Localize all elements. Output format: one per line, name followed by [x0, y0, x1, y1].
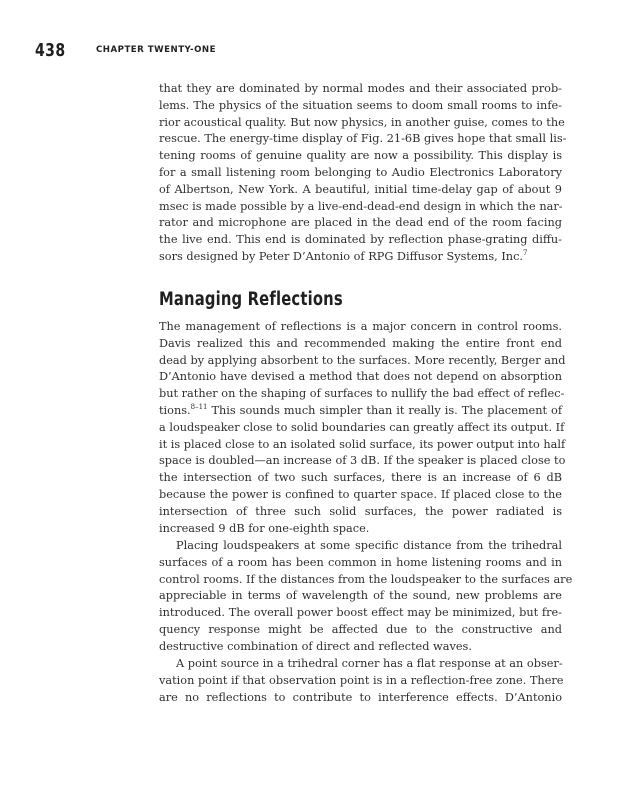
text-line: rator and microphone are placed in the dead end of the room facing — [159, 216, 562, 230]
text-line: rior acoustical quality. But now physics, in another guise, comes to the — [159, 115, 565, 129]
text-line: destructive combination of direct and reflected waves. — [159, 639, 472, 653]
text-line: tening rooms of genuine quality are now a possibility. This display is — [159, 149, 562, 163]
page-number: 438 — [35, 40, 66, 61]
text-line: but rather on the shaping of surfaces to nullify the bad effect of reflec- — [159, 387, 565, 401]
text-line: a loudspeaker close to solid boundaries can greatly affect its output. If — [159, 420, 565, 434]
footnote-ref: 8–11 — [190, 402, 208, 411]
text-line: dead by applying absorbent to the surfaces. More recently, Berger and — [159, 353, 566, 367]
text-line: space is doubled—an increase of 3 dB. If the speaker is placed close to — [159, 454, 566, 468]
paragraph-point-source — [159, 656, 562, 706]
text-line: Davis realized this and recommended making the entire front end — [159, 336, 562, 350]
text-line: vation point if that observation point is in a reflection-free zone. There — [159, 673, 564, 687]
text-line — [159, 403, 562, 420]
section-heading: Managing Reflections — [159, 289, 343, 310]
footnote-ref: 7 — [522, 248, 528, 257]
text-line: because the power is confined to quarter space. If placed close to the — [159, 487, 562, 501]
text-line: increased 9 dB for one-eighth space. — [159, 521, 370, 535]
text-line: it is placed close to an isolated solid surface, its power output into half — [159, 437, 566, 451]
text-line — [159, 249, 562, 266]
text-line: D’Antonio have devised a method that does not depend on absorption — [159, 370, 562, 384]
line-text: sors designed by Peter D’Antonio of RPG Diffusor Systems, Inc. — [159, 249, 523, 263]
text-line: surfaces of a room has been common in home listening rooms and in — [159, 555, 562, 569]
text-line: quency response might be affected due to the constructive and — [159, 622, 562, 636]
paragraph-intro — [159, 81, 567, 266]
text-line: that they are dominated by normal modes and their associated prob- — [159, 82, 562, 95]
line-text: This sounds much simpler than it really is. The placement of — [211, 403, 562, 417]
text-line: intersection of three such solid surfaces, the power radiated is — [159, 504, 562, 518]
line-text: tions. — [159, 403, 191, 417]
text-line: of Albertson, New York. A beautiful, initial time-delay gap of about 9 — [159, 182, 562, 196]
text-line: for a small listening room belonging to Audio Electronics Laboratory — [159, 165, 562, 179]
chapter-title: CHAPTER TWENTY-ONE — [96, 45, 216, 55]
text-line: introduced. The overall power boost effect may be minimized, but fre- — [159, 606, 562, 620]
text-line: the intersection of two such surfaces, there is an increase of 6 dB — [159, 471, 562, 485]
text-line: lems. The physics of the situation seems to doom small rooms to infe- — [159, 98, 562, 112]
text-line: appreciable in terms of wavelength of the sound, new problems are — [159, 589, 562, 603]
text-line: rescue. The energy-time display of Fig. 21-6B gives hope that small lis- — [159, 132, 567, 146]
text-line: msec is made possible by a live-end-dead-end design in which the nar- — [159, 199, 563, 213]
paragraph-placing — [159, 538, 573, 656]
text-line: are no reflections to contribute to interference effects. D’Antonio — [159, 690, 562, 704]
text-line: the live end. This end is dominated by reflection phase-grating diffu- — [159, 233, 562, 247]
text-line: control rooms. If the distances from the loudspeaker to the surfaces are — [159, 572, 573, 586]
text-line: A point source in a trihedral corner has a flat response at an obser- — [176, 657, 563, 670]
text-line: The management of reflections is a major concern in control rooms. — [159, 320, 562, 333]
text-line: Placing loudspeakers at some specific distance from the trihedral — [176, 539, 562, 552]
paragraph-management — [159, 319, 566, 537]
